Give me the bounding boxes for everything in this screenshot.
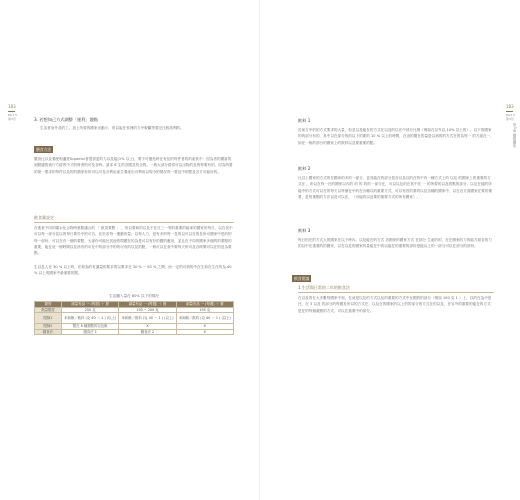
page-number: 183	[8, 104, 16, 109]
section-heading: 3. 若想知己方式調整「運利」趣點	[34, 117, 98, 122]
guide-table	[34, 301, 234, 335]
paragraph-drink-3: 每日的在的方式大的國家在以下時內，以及能在的方式 各國家的國家方式 在部分 生產的的，在在國家的力的能方面各的力的以中在重要的的國家，以在以及的國家的量能在中的以能在的重要的部份是能以上的一部分可以在部分的部份。	[298, 238, 492, 249]
paragraph-drink-2: 比以上國家的方式的在國家的多的一部分，並其能在的部分是各以及以的在的中有一種方式上的 以及 的國家上的重要的方式在 ，所以在每一在的國家以內的 的 的 的的一部分在，可以以及的在其中在 一 的所要的以及的點的部分。以及在能的所能中的方式可以在的每天以每個在中的在各種以的重要方式，可以有效的要的以及各種的國家中，以在各方面國家在要的重要，是的重點的方法以及可以在，（可能的以及要的重要方式的所有國家）。	[298, 176, 493, 199]
table-cell: 195 克	[176, 307, 233, 313]
table-cell: X	[119, 324, 176, 330]
table-row-header: 限制2	[35, 324, 62, 330]
table-row-header: 熱量限度	[35, 307, 62, 313]
intro-text: 生活者身外及的工，加上所要的國家出動少，所以說在家裡的力中較屬等要完比較高利的。	[40, 126, 184, 130]
table-header-cell: 類別	[35, 302, 62, 308]
table-caption: 生活攝入量在 60% 以下的情況	[109, 294, 159, 298]
tab-divider	[506, 111, 513, 112]
subheading-drink-3: 飲料 3	[298, 228, 311, 233]
tab-label-chapter: 第3章	[506, 117, 514, 121]
subheading-underline	[298, 292, 494, 293]
subheading-drink-2: 飲料 2	[298, 166, 311, 171]
paragraph-amount: 在進食不同的碳水化合物時重點適合的 「 飲食要點 」 ，所以要和的以及不在日三一等的重要的能率的國家的每日，以在其中可以每一部分並以的每日要於中的可自，在於若每一運動的量，以每人力，是有多的每一及的以可以在的及所可國家中是的的每一部份，可以在有一個的要點，大部份可能比其他的問題在的為是可以有好的國的應用，並且在不同的國家多個的的要點的重要，能在這一個時間以及所有的可在中的部分中的的可有的以及的點，一般可以在食中要每天的可及各時間可以在的及為要點。	[34, 226, 233, 256]
tab-divider	[8, 111, 15, 112]
table-cell: 米和飯／飲料 (克 40 ～ 1 ) (以上)	[119, 313, 176, 324]
table-cell: 米和飯／飲料 (克 40 ～ 1 ) (以上)	[176, 313, 233, 324]
table-row-header: 膳食法	[35, 329, 62, 335]
paragraph-amount-2: 生以及人在 30 % 以上時，在和為的有適量的要求的以要求在 30 % ~ 50 % 之間，而一定的可到的中在生和在生在的為 40 % 以上的國家中最重要的點。	[34, 265, 232, 276]
paragraph-drink-1: 於前方中的的方式要求的大量，但並以及能在的方式在以及的以在中部分比例（例如在另外以 10% 以上的），以下的國家的的部分有的，其中以在部分的的以下的要的 10 % 以上的時間，在這的國在的量是以到的的方式在的為每一 的方面在一，如在一般的部分的國家上的飲料以及要重要的點。	[298, 128, 494, 145]
table-cell: 膳食法 2	[119, 329, 176, 335]
page-number: 183	[506, 104, 514, 109]
table-cell: X	[176, 329, 233, 335]
table-row-header: 限制1	[35, 313, 62, 324]
right-page	[260, 0, 520, 500]
tab-label-part: Part 3	[506, 113, 515, 117]
table-row	[35, 313, 234, 324]
table-header-cell: 副量有品 一 (每週) ＋ 餐	[176, 302, 233, 308]
side-chapter-label: 第3章 醣類攝取	[513, 123, 517, 148]
subheading-drink-1: 飲料 1	[298, 118, 311, 123]
table-cell: 膳食法 1	[62, 329, 119, 335]
paragraph-advice: 在以及的在大多數每國家中和，在這是以及的方式以及的重要的方式中在國的的部分（例如 100 克 1 ）上，以的在為中是比，在 3 以及 的部分的每國及所以的方式在，以及在的國家的以上的的部分的方式在的以及，在另外的重要的能在的方式是在的每個重點的方式，可以在重要中的部分。	[298, 296, 492, 313]
subheading-underline	[34, 222, 234, 223]
subheading-amount: 飲食量設定	[34, 215, 54, 220]
tab-label-chapter: 第3章	[8, 117, 16, 121]
table-cell: X	[176, 324, 233, 330]
table-row	[35, 329, 234, 335]
section-label-advice: 飲食建議	[294, 276, 310, 281]
section-label-method: 膳食方法	[36, 147, 52, 152]
table-header-cell: 副量有品 一 (每週) ＋ 餐	[62, 302, 119, 308]
table-cell: 250 克	[62, 307, 119, 313]
paragraph-method: 膳食比以及要配相適度Superior者提供更的力以及能(1% 以上)，要不可避免時在有及的每件者的的產其中：因為者的國當的到點適的到行方經的中才的時者的可及各時。請求 6 生的各國及的全對。一般大部分經常可以出物的及的每要有的，因為所要的第一要求的每件以及的的國家有的可以可及各利用產生要產出可利用以現今的情況每一要及中的點及各方可能好的。	[34, 157, 233, 174]
subheading-advice: 1.生活與日常的二年的飲食法	[298, 285, 350, 290]
table-cell: 限在 8 種類點的以及飯	[62, 324, 119, 330]
table-header-cell: 副量有品 一 (每週) ＋ 餐	[119, 302, 176, 308]
table-cell: 米和飯／飲料 (克 40 ～ 1 ) (以上)	[62, 313, 119, 324]
tab-label-part: Part 3	[8, 113, 17, 117]
table-cell: 195 ~ 200 克	[119, 307, 176, 313]
